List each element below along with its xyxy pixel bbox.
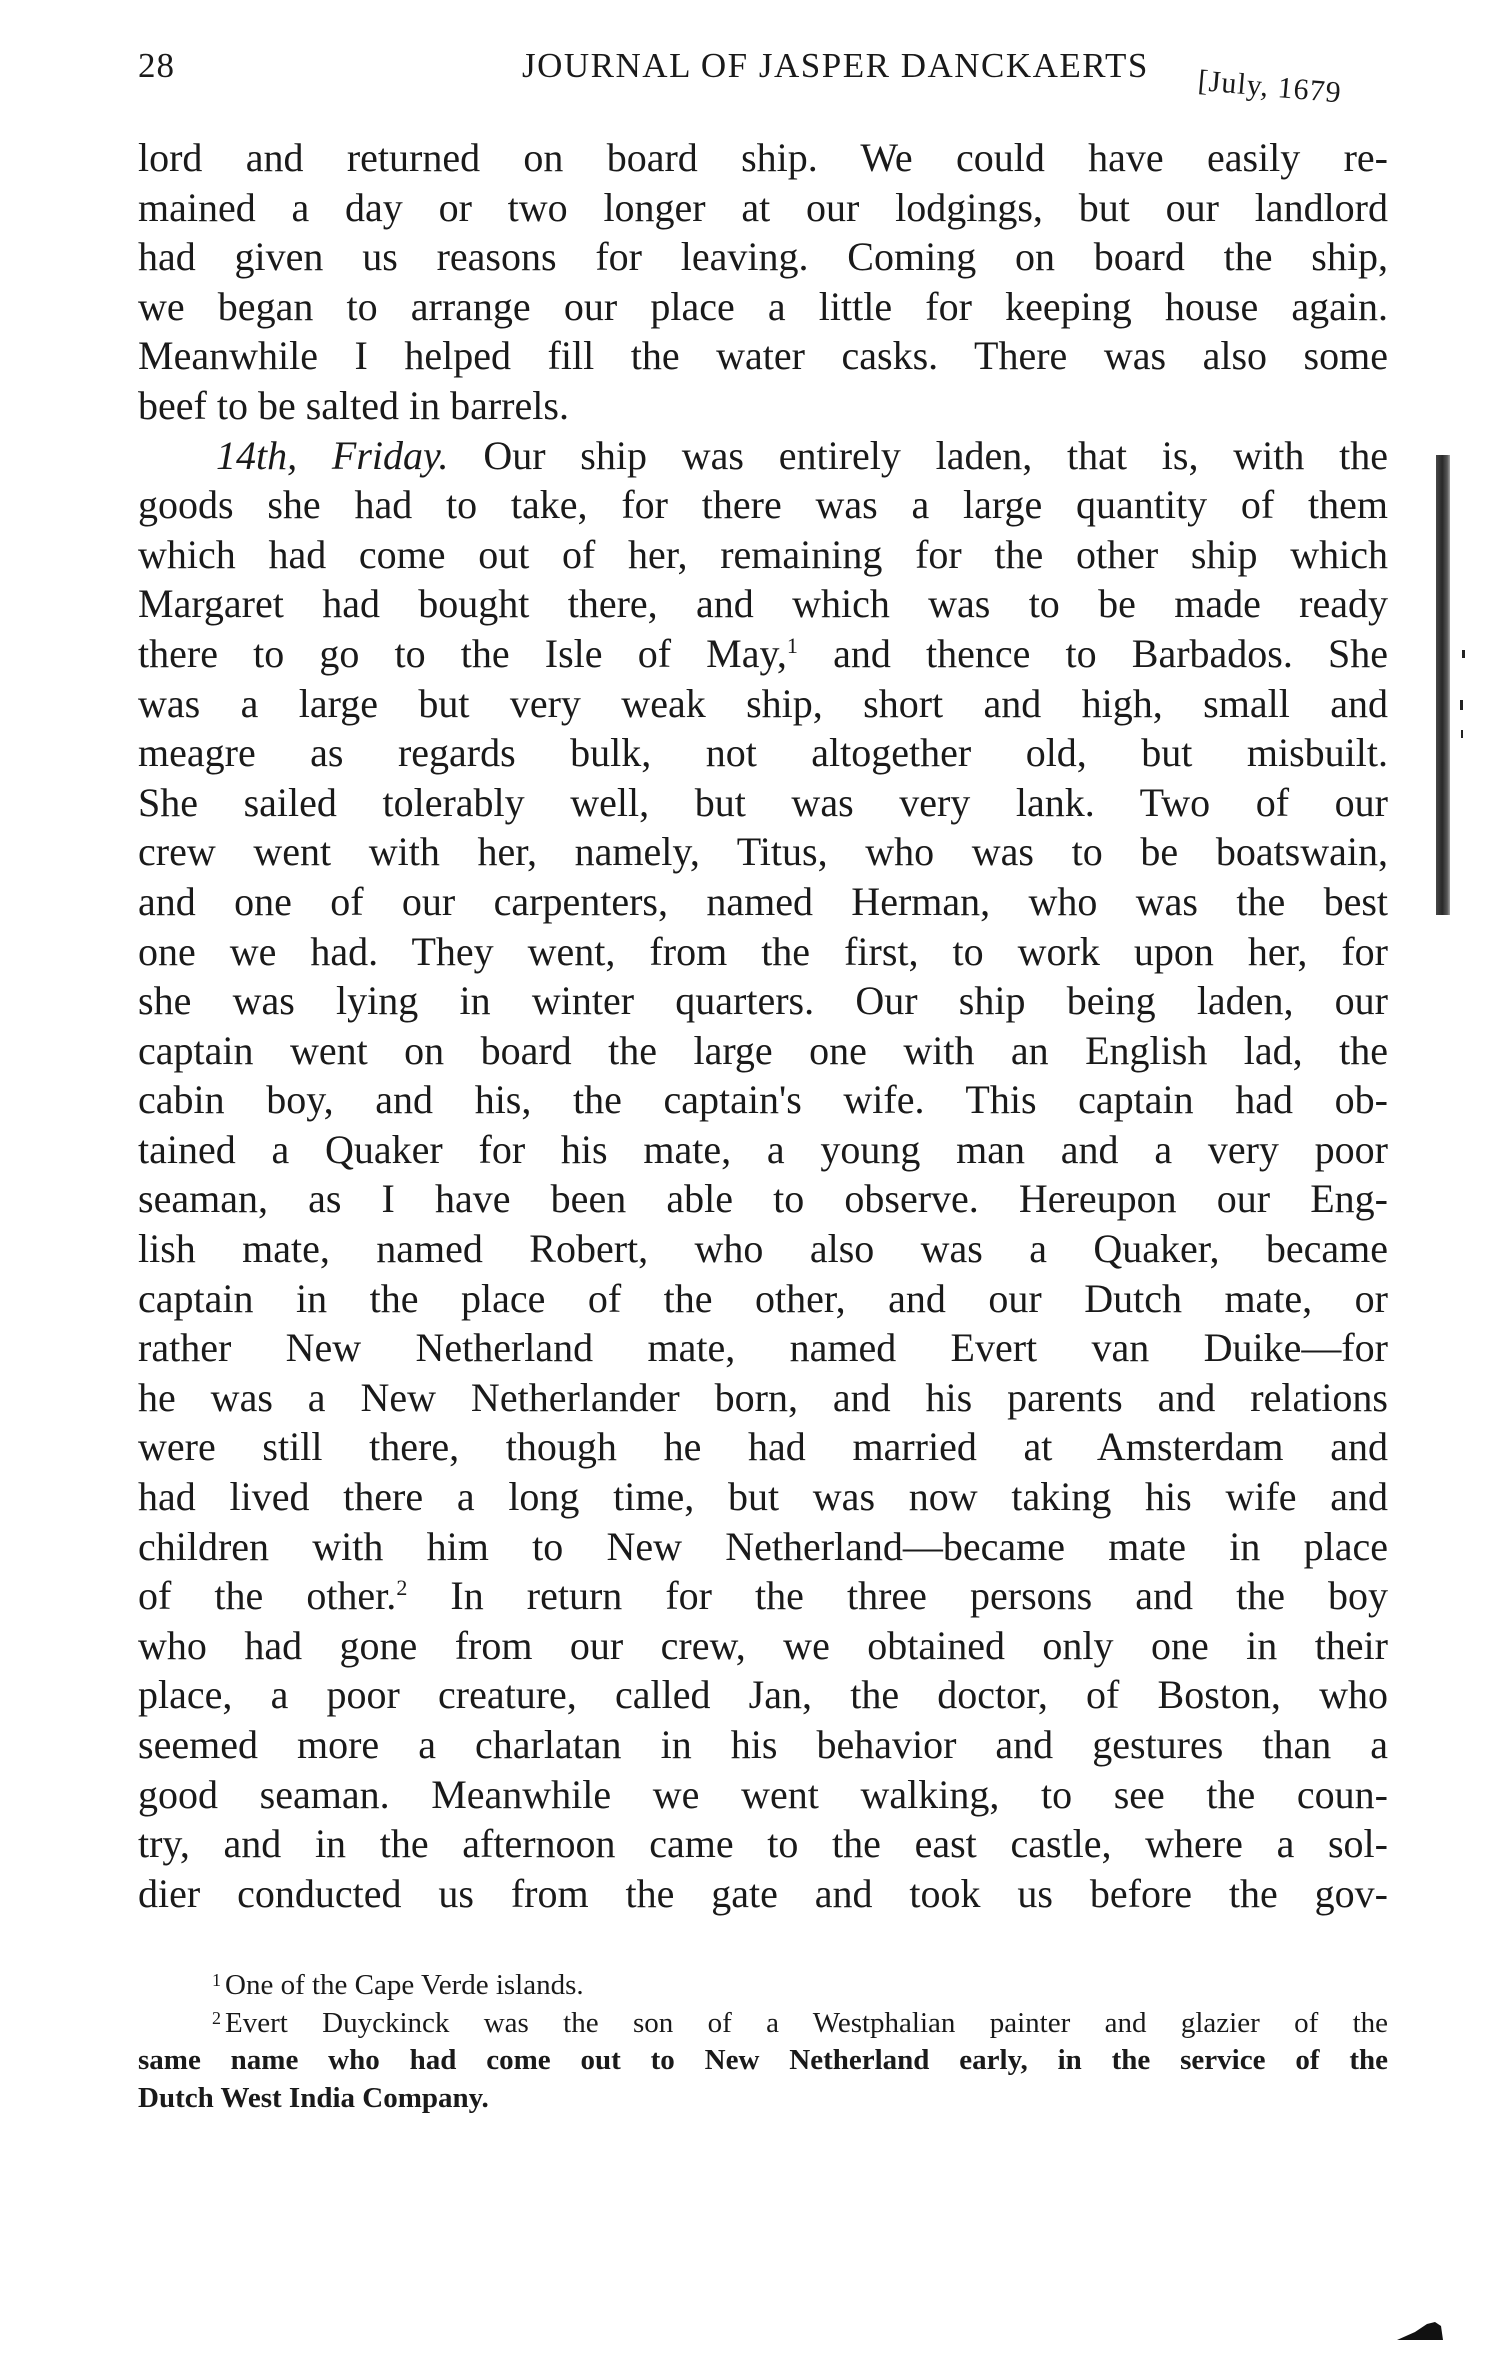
text-line: crew went with her, namely, Titus, who was to be boatswain, [138, 829, 1388, 875]
footnote-text-line: same name who had come out to New Netherland early, in the service of the [138, 2044, 1388, 2076]
text-line-with-note [138, 1571, 1388, 1621]
scan-corner-mark [1395, 2320, 1445, 2342]
text-line: she was lying in winter quarters. Our ship being laden, our [138, 978, 1388, 1024]
footnote-text: One of the Cape Verde islands. [225, 1969, 584, 2001]
text-line: dier conducted us from the gate and took us before the gov- [138, 1870, 1388, 1916]
scan-speck [1460, 700, 1463, 710]
text-line: place, a poor creature, called Jan, the doctor, of Boston, who [138, 1672, 1388, 1718]
text-line: and one of our carpenters, named Herman, who was the best [138, 878, 1388, 924]
text-line: Meanwhile I helped fill the water casks. There was also some [138, 333, 1388, 379]
text-line: who had gone from our crew, we obtained only one in their [138, 1622, 1388, 1668]
text-line: were still there, though he had married at Amsterdam and [138, 1424, 1388, 1470]
text-line-with-note [138, 629, 1388, 679]
entry-first-line [138, 431, 1388, 481]
text-line: try, and in the afternoon came to the east castle, where a sol- [138, 1821, 1388, 1867]
text-line: good seaman. Meanwhile we went walking, to see the coun- [138, 1771, 1388, 1817]
binding-shadow [1436, 455, 1450, 915]
text-line: goods she had to take, for there was a large quantity of them [138, 482, 1388, 528]
text-line: had lived there a long time, but was now taking his wife and [138, 1474, 1388, 1520]
text-line: beef to be salted in barrels. [138, 382, 569, 428]
running-date: [July, 1679 [1196, 64, 1343, 110]
scan-speck [1462, 650, 1465, 658]
text-line: Margaret had bought there, and which was to be made ready [138, 581, 1388, 627]
text-line: tained a Quaker for his mate, a young man and a very poor [138, 1126, 1388, 1172]
text-line: rather New Netherland mate, named Evert van Duike—for [138, 1325, 1388, 1371]
footnote-marker: 1 [212, 1970, 221, 1990]
text-line: captain went on board the large one with an English lad, the [138, 1027, 1388, 1073]
footnote-text: Evert Duyckinck was the son of a Westphalian painter and glazier of the [225, 2006, 1388, 2039]
text-line: cabin boy, and his, the captain's wife. This captain had ob- [138, 1077, 1388, 1123]
text-line: captain in the place of the other, and our Dutch mate, or [138, 1275, 1388, 1321]
text-line: seaman, as I have been able to observe. Hereupon our Eng- [138, 1176, 1388, 1222]
footnote-reference: 1 [786, 632, 798, 658]
text-line: he was a New Netherlander born, and his parents and relations [138, 1374, 1388, 1420]
footnote-reference: 2 [396, 1575, 408, 1601]
text-line: children with him to New Netherland—became mate in place [138, 1523, 1388, 1569]
entry-date: 14th, Friday. [216, 432, 449, 478]
footnote-marker: 2 [212, 2007, 221, 2028]
entry-text: Our ship was entirely laden, that is, with the [483, 432, 1389, 478]
text-segment: and thence to Barbados. She [833, 630, 1388, 676]
running-title: JOURNAL OF JASPER DANCKAERTS [522, 46, 1149, 85]
footnote-text-line: Dutch West India Company. [138, 2081, 489, 2114]
running-head [138, 42, 1414, 110]
footnote-2 [138, 2005, 1388, 2043]
text-line: we began to arrange our place a little for keeping house again. [138, 283, 1388, 329]
text-line: seemed more a charlatan in his behavior and gestures than a [138, 1722, 1388, 1767]
body-text [138, 133, 1388, 1918]
text-line: which had come out of her, remaining for the other ship which [138, 531, 1388, 577]
text-line: lish mate, named Robert, who also was a Quaker, became [138, 1226, 1388, 1272]
text-line: was a large but very weak ship, short and high, small and [138, 680, 1388, 726]
scan-speck [1461, 730, 1463, 738]
page-number: 28 [138, 46, 175, 85]
text-line: lord and returned on board ship. We could have easily re- [138, 135, 1388, 180]
text-line: had given us reasons for leaving. Coming on board the ship, [138, 234, 1388, 280]
footnote-1 [138, 1967, 1388, 2005]
text-segment: there to go to the Isle of May, [138, 630, 787, 676]
footnotes [138, 1967, 1388, 2117]
text-segment: of the other. [138, 1573, 397, 1619]
text-line: She sailed tolerably well, but was very lank. Two of our [138, 779, 1388, 825]
text-line: mained a day or two longer at our lodgings, but our landlord [138, 184, 1388, 230]
text-segment: In return for the three persons and the boy [450, 1573, 1389, 1619]
text-line: one we had. They went, from the first, to work upon her, for [138, 928, 1388, 974]
text-line: meagre as regards bulk, not altogether old, but misbuilt. [138, 730, 1388, 776]
